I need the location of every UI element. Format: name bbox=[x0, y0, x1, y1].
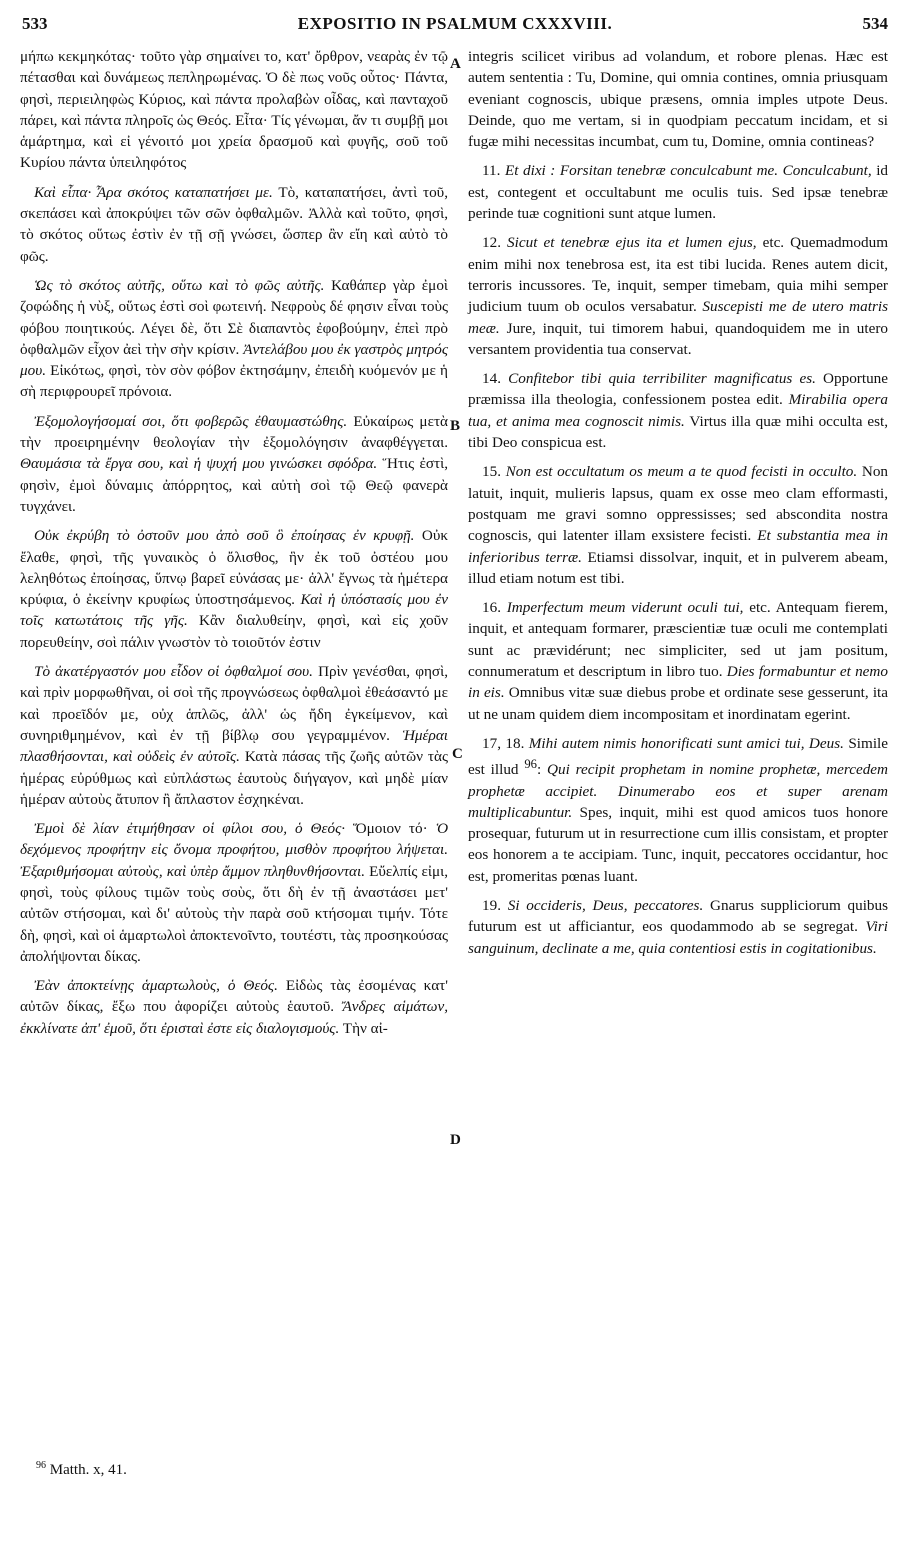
latin-paragraph: 11. Et dixi : Forsitan tenebræ conculcabunt me. Conculcabunt, id est, contegent et occultabunt me oculis tuis. Sed ipsæ tenebræ perinde tuæ cognitioni sunt atque lumen. bbox=[468, 162, 889, 223]
greek-paragraph: Ἐὰν ἀποκτείνῃς ἁμαρτωλοὺς, ὁ Θεός. Εἰδὼς τὰς ἐσομένας κατ' αὐτῶν δίκας, ἔξω που ἀφορίζει αὐτοὺς ἑαυτοῦ. Ἄνδρες αἱμάτων, ἐκκλίνατε ἀπ' ἐμοῦ, ὅτι ἐρισταὶ ἐστε εἰς διαλογισμούς. Τὴν αἰ- bbox=[20, 977, 449, 1037]
margin-marker-c: C bbox=[452, 746, 463, 762]
greek-paragraph: Ὡς τὸ σκότος αὐτῆς, οὕτω καὶ τὸ φῶς αὐτῆς. Καθάπερ γὰρ ἐμοὶ ζοφώδης ἡ νὺξ, οὕτως ἐστὶ σοὶ φωτεινή. Νεφροὺς δέ φησιν εἶναι τοὺς φόβου ποιητικούς. Λέγει δὲ, ὅτι Σὲ διαπαντὸς ἐφοβούμην, ἐπεὶ πρὸ ὀφθαλμῶν εἶχον ἀεὶ τὴν σὴν κρίσιν. Ἀντελάβου μου ἐκ γαστρὸς μητρός μου. Εἰκότως, φησὶ, τὸν σὸν φόβον ἐκτησάμην, ἐπειδὴ κυόμενόν με ἡ σὴ περιφρουρεῖ πρόνοια. bbox=[20, 276, 448, 401]
greek-paragraph: Καὶ εἶπα· Ἆρα σκότος καταπατήσει με. Τὸ, καταπατήσει, ἀντὶ τοῦ, σκεπάσει καὶ ἀποκρύψει τῶν σῶν ὀφθαλμῶν. Ἀλλὰ καὶ τοῦτο, φησὶ, τὸ σκότος οὕτως ἐστὶν ἐν τῇ σῇ γνώσει, ὥσπερ ἂν εἴη καὶ αὐτὸ τὸ φῶς. bbox=[20, 183, 449, 265]
latin-paragraph: 17, 18. Mihi autem nimis honorificati sunt amici tui, Deus. Simile est illud $^{96}$: Qui recipit prophetam in nomine prophetæ, mercedem prophetæ accipiet. Dinumerabo eos et super arenam multiplicabuntur. Spes, inquit, mihi est quod amicos tuos honore prosequar, futurum ut in resurrectione cum illis consistam, et propter eos honorem a te accipiam. Tunc, inquit, peccatores occidantur, hoc est, promeritas pœnas luant. bbox=[468, 734, 889, 885]
running-title: EXPOSITIO IN PSALMUM CXXXVIII. bbox=[297, 14, 613, 33]
greek-paragraph: Ἐξομολογήσομαί σοι, ὅτι φοβερῶς ἐθαυμαστώθης. Εὐκαίρως μετὰ τὴν προειρημένην θεολογίαν τὴν ἐξομολόγησιν ἀναφθέγγεται. Θαυμάσια τὰ ἔργα σου, καὶ ἡ ψυχή μου γινώσκει σφόδρα. Ἥτις ἐστὶ, φησὶν, ἐμοὶ δύναμις ἀπόρρητος, καὶ αὐτὴ σοὶ τῷ Θεῷ φανερὰ τυγχάνει. bbox=[20, 412, 449, 515]
latin-paragraph: 12. Sicut et tenebræ ejus ita et lumen ejus, etc. Quemadmodum enim mihi nox tenebrosa est, ita est tibi lucida. Renes autem dicit, terroris incussores. Te, inquit, semper timebam, quia mihi semper judicium tuum ob oculos versabatur. Suscepisti me de utero matris meæ. Jure, inquit, tui timorem habui, quandoquidem me in utero versantem providentia tua conservat. bbox=[468, 234, 889, 358]
greek-paragraph: Ἐμοὶ δὲ λίαν ἐτιμήθησαν οἱ φίλοι σου, ὁ Θεός· Ὅμοιον τό· Ὁ δεχόμενος προφήτην εἰς ὄνομα προφήτου, μισθὸν προφήτου λήψεται. Ἐξαριθμήσομαι αὐτοὺς, καὶ ὑπὲρ ἄμμον πληθυνθήσονται. Εὔελπίς εἰμι, φησὶ, τοὺς φίλους τιμῶν τοὺς σοὺς, ὅτι δὴ ἐν τῇ ἀναστάσει μετ' αὐτῶν στήσομαι, καὶ δι' αὐτοὺς τὴν παρὰ σοῦ κτήσομαι τιμήν. Τότε δὴ, φησὶ, καὶ οἱ ἁμαρτωλοὶ ἀποκτενοῖντο, τουτέστι, τὰς προσηκούσας ἀπολήψονται δίκας. bbox=[20, 820, 449, 965]
footnote-text: Matth. x, 41. bbox=[49, 1462, 127, 1478]
latin-paragraph: 16. Imperfectum meum viderunt oculi tui, etc. Antequam fierem, inquit, et antequam formarer, præscientiæ tuæ oculi me contemplati sunt ac prævidérunt; nec simpliciter, sed ut jam positum, connumeratum et descriptum in libro tuo. Dies formabuntur et nemo in eis. Omnibus vitæ suæ diebus probe et ordinate sese gesserunt, ita ut ne unam quidem diem incompositam et inordinatam egerint. bbox=[468, 599, 889, 723]
margin-marker-b: B bbox=[450, 418, 461, 434]
footnote-ref: 96 bbox=[524, 757, 537, 772]
margin-marker-a: A bbox=[450, 56, 461, 72]
latin-paragraph: 14. Confitebor tibi quia terribiliter magnificatus es. Opportune præmissa illa theologia, confessionem postea edit. Mirabilia opera tua, et anima mea cognoscit nimis. Virtus illa quæ mihi occulta est, tibi Deo conspicua est. bbox=[468, 370, 889, 452]
greek-paragraph: μήπω κεκμηκότας· τοῦτο γὰρ σημαίνει το, κατ' ὄρθρον, νεαρὰς ἐν τῷ πέτασθαι καὶ δυνάμεως πεπληρωμένας. Ὁ δὲ πως νοῦς οὗτος· Πάντα, φησὶ, περιειληφὼς Κύριος, καὶ πάντα προλαβὼν οἶδας, καὶ πανταχοῦ πάρει, καὶ πάντα πληροῖς ὡς Θεός. Εἶτα· Τίς γένωμαι, ἄν τι συμβῇ μοι ἁμάρτημα, καὶ εἰ γένοιτό μοι χρεία δρασμοῦ καὶ φυγῆς, σοῦ τοῦ Κυρίου πάντα ὑπειληφότος bbox=[20, 48, 448, 172]
footnote bbox=[36, 1460, 127, 1479]
latin-paragraph: 15. Non est occultatum os meum a te quod fecisti in occulto. Non latuit, inquit, mulieris lapsus, quam ex osse meo clam efformasti, postquam me gravi somno oppressisses; sed abscondita nostra cognoscis, qui latenter illam exsistere fecisti. Et substantia mea in inferioribus terræ. Etiamsi dissolvar, inquit, et in pulverem abeam, illud etiam notum est tibi. bbox=[468, 463, 889, 587]
greek-column bbox=[20, 46, 448, 1047]
footnote-number: 96 bbox=[36, 1460, 46, 1471]
greek-paragraph: Οὐκ ἐκρύβη τὸ ὀστοῦν μου ἀπὸ σοῦ ὃ ἐποίησας ἐν κρυφῇ. Οὐκ ἔλαθε, φησὶ, τῆς γυναικὸς ὁ ὄλισθος, ἣν ἐκ τοῦ ὀστέου μου λεληθότως ἐποίησας, ὕπνῳ βαρεῖ εὐνάσας με· ἀλλ' ἔγνως τὰ ἡμέτερα κρύφια, ὁ ἐκείνην κρυφίως ὑποστησάμενος. Καὶ ἡ ὑπόστασίς μου ἐν τοῖς κατωτάτοις τῆς γῆς. Κἂν διαλυθείην, φησὶ, καὶ εἰς χοῦν πορευθείην, σοὶ πάλιν γνωστὸν τὸ τοιοῦτόν ἐστιν bbox=[20, 527, 449, 651]
page-number-left: 533 bbox=[22, 14, 48, 33]
page-number-right: 534 bbox=[862, 14, 888, 33]
page-header bbox=[22, 14, 888, 42]
latin-paragraph: 19. Si occideris, Deus, peccatores. Gnarus suppliciorum quibus futurum est ut afficiantur, eos quodammodo ab se segregat. Viri sanguinum, declinate a me, quia contentiosi estis in cogitationibus. bbox=[468, 897, 889, 957]
margin-marker-d: D bbox=[450, 1132, 461, 1148]
greek-paragraph: Τὸ ἀκατέργαστόν μου εἶδον οἱ ὀφθαλμοί σου. Πρὶν γενέσθαι, φησὶ, καὶ πρὶν μορφωθῆναι, οἱ σοὶ τῆς προγνώσεως ὀφθαλμοὶ ἐθεάσαντό με καὶ προεῖδόν με, οὐχ ἁπλῶς, ἀλλ' ὡς ἤδη ἐγκείμενον, καὶ συνηριθμημένον, καὶ ἐν τῇ βίβλῳ σου γεγραμμένον. Ἡμέραι πλασθήσονται, καὶ οὐδεὶς ἐν αὐτοῖς. Κατὰ πάσας τῆς ζωῆς αὐτῶν τὰς ἡμέρας εὐρύθμως καὶ εὐπλάστως ἑαυτοὺς διήγαγον, καὶ μηδὲ μίαν ἡμέραν αὐτοὺς ἄτυπον ἢ ἄπλαστον ἐσχηκέναι. bbox=[20, 663, 449, 808]
latin-column bbox=[468, 46, 888, 967]
latin-paragraph: integris scilicet viribus ad volandum, et robore plenas. Hæc est autem sententia : Tu, Domine, qui omnia contines, omnia priusquam eveniant cognoscis, ubique præsens, omnia imples utpote Deus. Deinde, quo me vertam, si in quodpiam peccatum incidam, et si fugæ mihi necessitas incumbat, cum tu, Domine, omnia contineas? bbox=[468, 48, 888, 151]
